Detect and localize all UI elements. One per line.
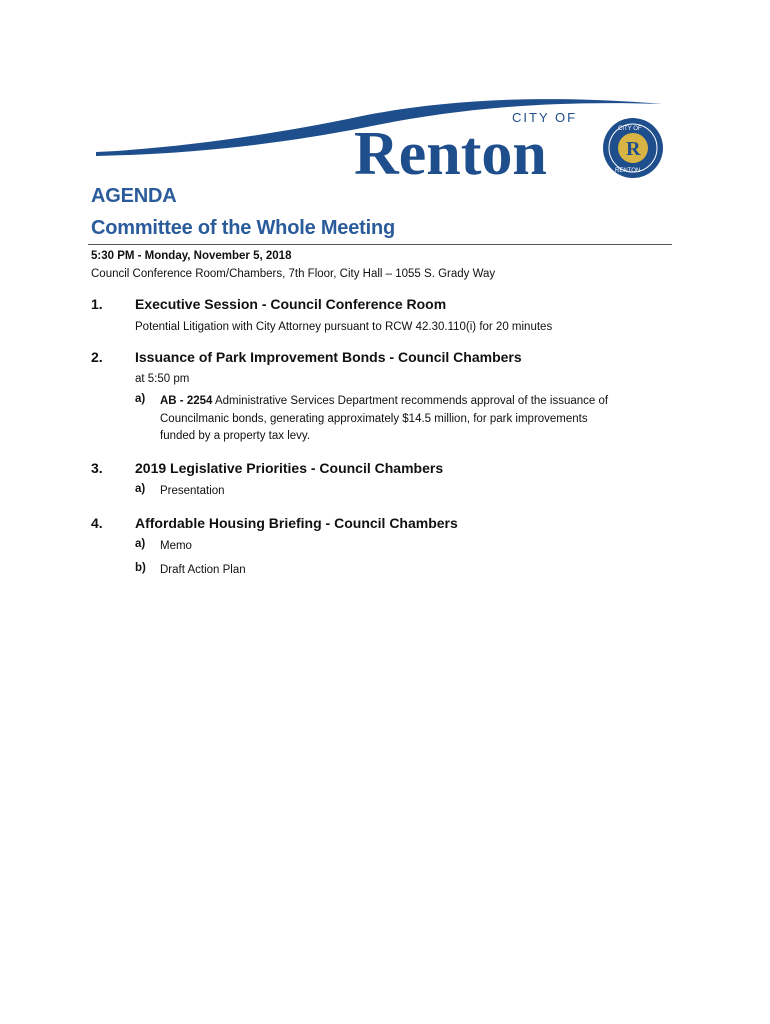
logo-city-of: CITY OF — [512, 110, 578, 125]
agenda-bill-number: AB - 2254 — [160, 395, 213, 407]
sub-item-letter: a) — [135, 538, 146, 550]
title-divider — [88, 244, 672, 245]
logo-renton-wordmark: Renton — [354, 120, 547, 188]
sub-item-line: funded by a property tax levy. — [160, 430, 311, 442]
city-of-renton-logo — [92, 88, 682, 188]
seal-top-text: CITY OF — [618, 126, 642, 132]
page-title: AGENDA — [91, 185, 177, 207]
sub-item-text — [160, 393, 665, 446]
agenda-item-number: 1. — [91, 296, 103, 312]
sub-item-text: Presentation — [160, 485, 225, 497]
city-seal — [603, 118, 663, 178]
seal-bottom-text: RENTON — [615, 168, 641, 174]
agenda-item-title: 2019 Legislative Priorities - Council Chambers — [135, 460, 444, 476]
meeting-time-date: 5:30 PM - Monday, November 5, 2018 — [91, 250, 292, 262]
seal-letter: R — [626, 138, 641, 160]
meeting-location: Council Conference Room/Chambers, 7th Floor, City Hall – 1055 S. Grady Way — [91, 268, 496, 280]
agenda-item-description: Potential Litigation with City Attorney pursuant to RCW 42.30.110(i) for 20 minutes — [135, 321, 553, 333]
agenda-item-number: 4. — [91, 515, 103, 531]
page-subtitle: Committee of the Whole Meeting — [91, 217, 396, 239]
agenda-item-number: 2. — [91, 349, 103, 365]
agenda-item-title: Executive Session - Council Conference Room — [135, 296, 447, 312]
sub-item-line: Councilmanic bonds, generating approximately $14.5 million, for park improvements — [160, 412, 588, 425]
sub-item-text: Draft Action Plan — [160, 564, 246, 576]
sub-item-letter: b) — [135, 562, 146, 574]
sub-item-line: Administrative Services Department recommends approval of the issuance of — [212, 395, 609, 407]
sub-item-letter: a) — [135, 393, 146, 405]
agenda-item-number: 3. — [91, 460, 103, 476]
sub-item-text: Memo — [160, 540, 192, 552]
agenda-item-title: Affordable Housing Briefing - Council Chambers — [135, 515, 458, 531]
agenda-item-title: Issuance of Park Improvement Bonds - Council Chambers — [135, 349, 522, 365]
agenda-item-description: at 5:50 pm — [135, 373, 190, 385]
sub-item-letter: a) — [135, 483, 146, 495]
